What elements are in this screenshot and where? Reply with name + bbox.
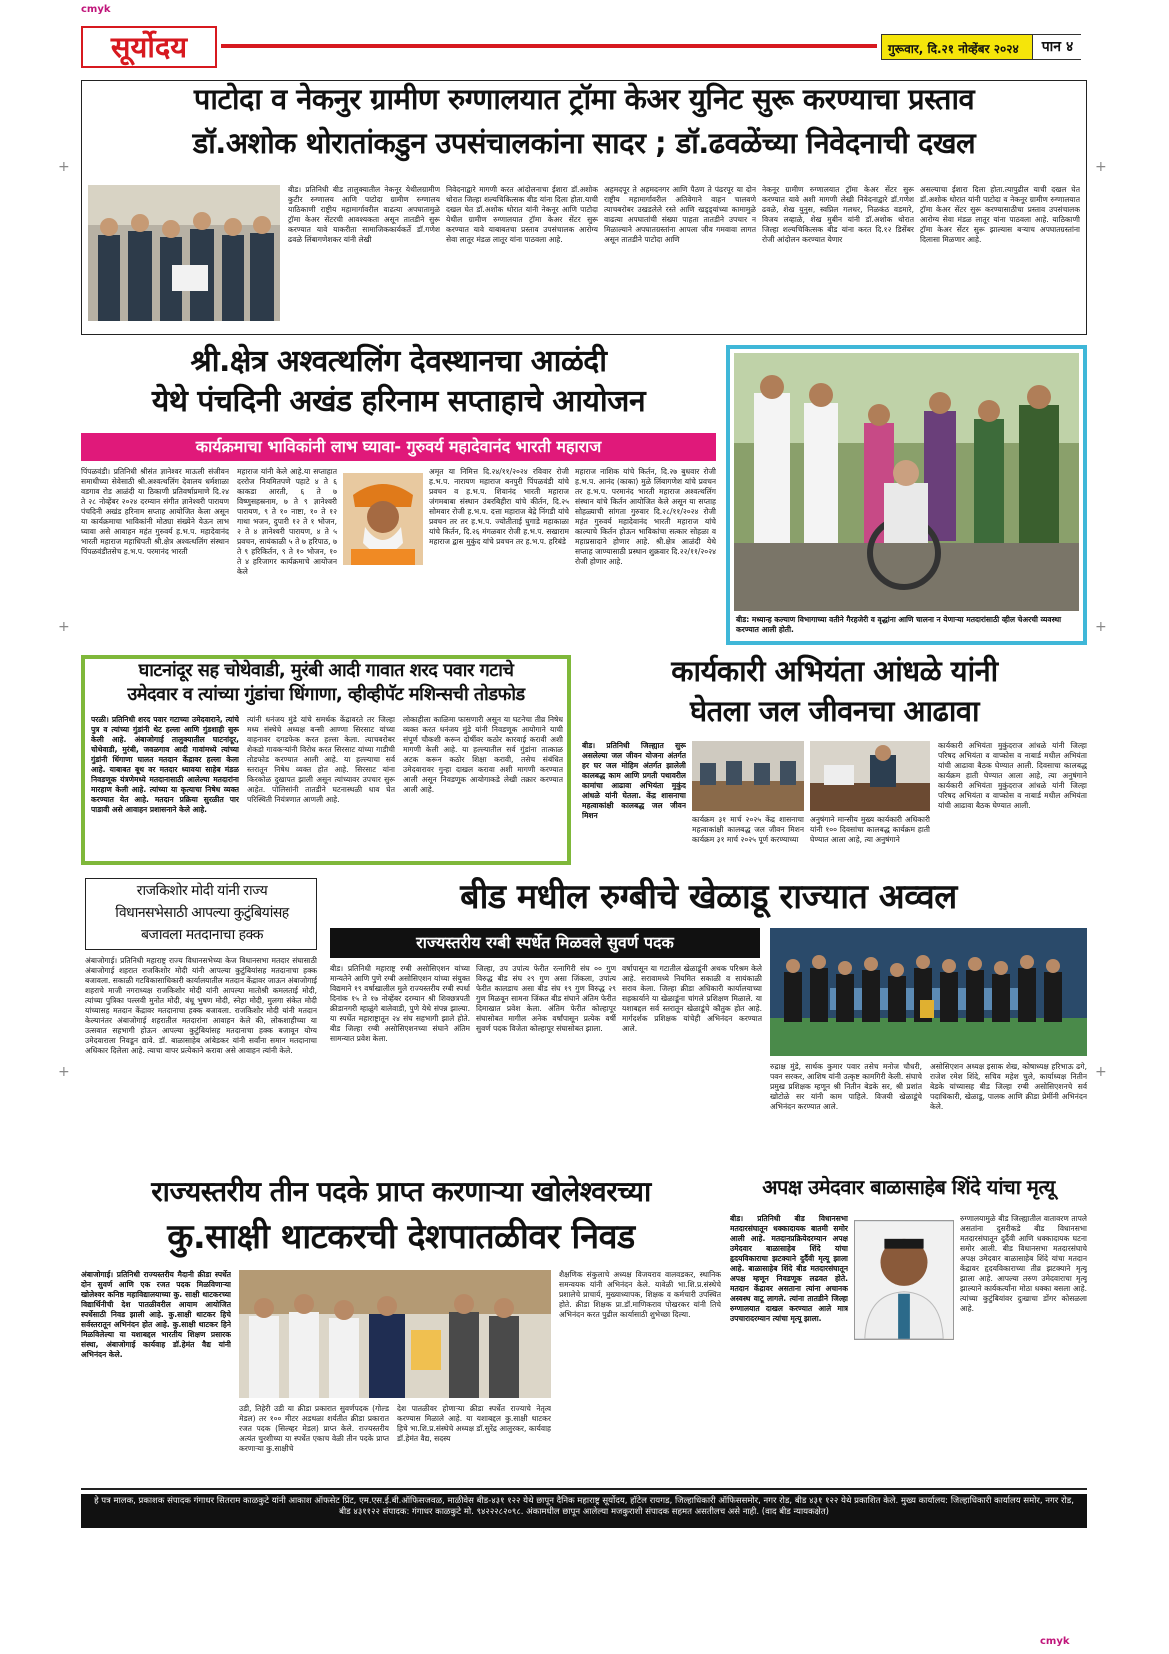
photo-rugby-team bbox=[770, 928, 1087, 1056]
story-column: अहमदपूर ते अहमदनगर आणि पैठण ते पंढरपूर या दोन राष्ट्रीय महामार्गावरील अतिवेगाने वाहन चालवणे त्याचबरोबर उखडलेले रस्ते आणि खड्ड्यांच्या कामामुळे वाढत्या अपघातांची संख्या पाहता तातडीने उपचार न मिळाल्याने अपघातग्रस्तांना आपला जीव गमवावा लागत असून तातडीने पाटोदा आणि bbox=[604, 185, 756, 244]
photo-image bbox=[734, 353, 1079, 611]
story-column: असल्याचा ईशारा दिला होता.त्यापुढील याची दखल घेत डॉ.अशोक थोरात यांनी पाटोदा व नेकनूर ग्रामीण रुग्णालयात ट्रॉमा केअर सेंटर सुरू करण्यासाठीचा प्रस्ताव उपसंचालक आरोग्य सेवा मंडळ लातूर यांना पाठवला आहे. याठिकाणी ट्रॉमा केअर सेंटर सुरू झाल्यास बऱ्याच अपघातग्रस्तांना दिलासा मिळणार आहे. bbox=[920, 185, 1080, 244]
headline: पाटोदा व नेकनुर ग्रामीण रुग्णालयात ट्रॉमा केअर युनिट सुरू करण्याचा प्रस्ताव bbox=[193, 82, 975, 116]
headline: उमेदवार व त्यांच्या गुंडांचा धिंगाणा, व्हीव्हीपॅट मशिन्सची तोडफोड bbox=[127, 684, 525, 705]
story-column: पिंपळवंडी। प्रतिनिधी श्रीसंत ज्ञानेश्वर माऊली संजीवन समाधीच्या सेवेसाठी श्री.अश्वत्थलिंग देवालय धर्मशाळा वडगाव रोड आळंदी या ठिकाणी प्रतिवर्षाप्रमाणे दि.२४ ते २८ नोव्हेंबर २०२४ दरम्यान संगीत ज्ञानेश्वरी पारायण पंचदिनी अखंड हरिनाम सप्ताह आयोजित केला असून या कार्यक्रमाचा भाविकांनी मोठ्या संख्येने येऊन लाभ घ्यावा असे आवाहन महंत गुरुवर्य ह.भ.प. महादेवानंद भारती महाराज महाधिपती श्री.क्षेत्र अश्वत्थलिंग संस्थान पिंपळवंडीतसेच ह.भ.प. परमानंद भारती bbox=[81, 467, 229, 556]
registration-mark: + bbox=[58, 159, 70, 175]
story-harinam-saptah bbox=[81, 345, 716, 645]
story-column: बीड। प्रतिनिधी बीड तालुक्यातील नेकनूर येथीलग्रामीण कुटीर रुग्णालय आणि पाटोदा ग्रामीण रुग्णालय याठिकाणी राष्ट्रीय महामार्गावरील वाढत्या अपघातामुळे ट्रॉमा केअर सेंटरची आवश्यकता असून तातडीने सुरू करण्यात यावे याकरीता सामाजिककार्यकर्ते डॉ.गणेश ढवळे लिंबागणेशकर यांनी लेखी bbox=[288, 185, 440, 244]
story-modi-vote bbox=[81, 878, 321, 1168]
story-column: परळी। प्रतिनिधी शरद पवार गटाच्या उमेदवाराने, त्यांचे पुत्र व त्यांच्या गुंडांनी थेट हल्ला आणि गुंडशाही सुरू केली आहे. अंबाजोगाई तालुक्यातील घाटनांदूर, चोथेवाडी, मुरंबी, जवळगाव आदी गावांमध्ये त्यांच्या गुंडांनी धिंगाणा घालत मतदान केंद्रावर हल्ला केला आहे. याबाबत बूथ वर मतदार ध्यावया साहेब मंडळ निवडणूक यंत्रणेमध्ये मतदानासाठी आलेल्या मतदारांना मारहाण केली आहे. त्यांच्या या कृत्याचा निषेध व्यक्त करण्यात येत आहे. मतदान प्रक्रिया सुरळीत पार पाडावी असे आवाहन प्रशासनाने केले आहे. bbox=[91, 715, 239, 814]
footer-rule bbox=[81, 1488, 1087, 1490]
story-column: महाराज नाशिक यांचे किर्तन, दि.२७ बुधवार रोजी ह.भ.प. आनंद (काका) मुळे लिंबागणेश यांचे प्रवचन तर ह.भ.प. परमानंद भारती महाराज अश्वत्थलिंग संस्थान यांचे किर्तन आयोजित केले असून या सप्ताह सोहळ्याची सांगता गुरुवार दि.२८/११/२०२४ रोजी महंत गुरुवर्य महादेवानंद भारती महाराज यांचे काल्याचे किर्तन होऊन भाविकांचा सत्कार सोहळा व महाप्रसादाने होणार आहे. श्री.क्षेत्र आळंदी येथे सप्ताह जाण्यासाठी प्रस्थान शुक्रवार दि.२२/११/२०२४ रोजी होणार आहे. bbox=[575, 467, 716, 566]
photo-felicitation bbox=[239, 1270, 551, 1398]
story-column: नेकनूर ग्रामीण रुग्णालयात ट्रॉमा केअर सेंटर सुरू करण्यात यावे अशी मागणी लेखी निवेदनाद्वारे डॉ.गणेश ढवळे, शेख युनुस, स्वप्निल गलधर, निळकंठ वडमारे, विजय लव्हाळे, शेख मुबीन यांनी डॉ.अशोक थोरात जिल्हा शल्यचिकित्सक बीड यांना करत दि.१२ डिसेंबर रोजी आंदोलन करण्यात येणार bbox=[762, 185, 914, 244]
headline-box bbox=[85, 878, 317, 950]
story-body: अंबाजोगाई। प्रतिनिधी महाराष्ट्र राज्य विधानसभेच्या केज विधानसभा मतदार संघासाठी अंबाजोगाई शहरात राजकिशोर मोदी यांनी आपल्या कुटुंबियांसह मतदानाचा हक्क बजावला. सकाळी गटविकासाधिकारी कार्यालयातील मतदान केंद्रावर जाऊन अंबाजोगाई शहराचे माजी नगराध्यक्ष राजकिशोर मोदी यांनी आपल्या मातोश्री कमलताई मोदी, त्यांच्या पुत्रिका पल्लवी मुनोत मोदी, बंधू भुषण मोदी, स्नेहा मोदी, मुलगा संकेत मोदी यांच्यासह मतदान केंद्रावर मतदानाचा हक्क बजावला. राजकिशोर मोदी यांनी मतदान केल्यानंतर अंबाजोगाई शहरातील मतदारांना आवाहन केले की, लोकशाहीच्या या उत्सवात सहभागी होऊन आपल्या कुटुंबियांसह मतदानाचा हक्क बजावून योग्य उमेदवाराला निवडून द्यावे. डॉ. बाळासाहेब आंबेडकर यांनी सर्वांना समान मतदानाचा अधिकार दिलेला आहे. त्याचा वापर प्रत्येकाने करावा असे आवाहन त्यांनी केले. bbox=[85, 956, 317, 1055]
photo-caption: बीड: मध्यान्ह कल्याण विभागाच्या वतीने गैरहजेरी व वृद्धांना आणि चालना न येणाऱ्या मतदारांसाठी व्हील चेअरची व्यवस्था करण्यात आली होती. bbox=[736, 615, 1062, 634]
story-column: बीड। प्रतिनिधी बीड विधानसभा मतदारसंघातून धक्कादायक बातमी समोर आली आहे. मतदानप्रक्रियेदरम्यान अपक्ष उमेदवार बाळासाहेब शिंदे यांचा हृदयविकाराचा झटक्याने दुर्दैवी मृत्यू झाला आहे. बाळासाहेब शिंदे बीड मतदारसंघातून अपक्ष म्हणून निवडणूक लढवत होते. मतदान केंद्रावर असताना त्यांना अचानक अस्वस्थ वाटू लागले. त्यांना तातडीने जिल्हा रुग्णालयात दाखल करण्यात आले मात्र उपचारादरम्यान त्यांचा मृत्यू झाला. bbox=[730, 1214, 848, 1323]
registration-mark: + bbox=[1095, 159, 1107, 175]
story-trauma-care bbox=[81, 80, 1087, 335]
headline: कार्यकारी अभियंता आंधळे यांनी bbox=[671, 654, 998, 688]
story-column: बीड। प्रतिनिधी जिल्ह्यात सुरू असलेल्या जल जीवन योजना अंतर्गत हर घर जल मोहिम अंतर्गत झालेली कालबद्ध काम आणि प्रगती पथावरील कामांचा आढावा अभियंता मुकुंद आंधळे यांनी घेतला. केंद्र शासनाचा महत्वाकांक्षी कालबद्ध जल जीवन मिशन bbox=[582, 741, 686, 820]
photo-officials-memorandum bbox=[88, 185, 280, 321]
story-column: अनुषंगाने मान्सीय मुख्य कार्यकारी अधिकारी यांनी १०० दिवसांचा कालबद्ध कार्यक्रम हाती घेण्यात आला आहे, त्या अनुषंगाने bbox=[810, 815, 930, 844]
headline: श्री.क्षेत्र अश्वत्थलिंग देवस्थानचा आळंदी bbox=[190, 344, 607, 379]
story-column: बीड। प्रतिनिधी महाराष्ट्र रग्बी असोसिएशन यांच्या मान्यतेने आणि पुणे रग्बी असोसिएशन यांच्या संयुक्त विद्यमाने १९ वर्षाखालील मुले राज्यस्तरीय रग्बी स्पर्धा दिनांक १५ ते १७ नोव्हेंबर दरम्यान श्री शिवछत्रपती क्रीडानगरी म्हाळुंगे बालेवाडी, पुणे येथे संपन्न झाल्या. या स्पर्धेत महाराष्ट्रातून २४ संघ सहभागी झाले होते. बीड जिल्हा रग्बी असोसिएशनच्या संघाने अंतिम सामन्यात प्रवेश केला. bbox=[330, 964, 470, 1043]
photo-candidate-portrait bbox=[854, 1220, 954, 1340]
photo-image bbox=[770, 928, 1087, 1056]
story-column: कार्यक्रम ३१ मार्च २०२५ केंद्र शासनाचा महत्वाकांक्षी कालबद्ध जल जीवन मिशन कार्यक्रम ३१ मार्च २०२५ पूर्ण करण्याच्या bbox=[692, 815, 804, 844]
headline: विधानसभेसाठी आपल्या कुटुंबियांसह bbox=[115, 905, 289, 921]
story-jal-jeevan bbox=[582, 655, 1087, 865]
headline: बजावला मतदानाचा हक्क bbox=[141, 927, 263, 943]
photo-image bbox=[88, 185, 280, 321]
photo-image bbox=[810, 741, 930, 811]
headline: घेतला जल जीवनचा आढावा bbox=[689, 694, 980, 728]
registration-mark: + bbox=[1095, 1064, 1107, 1080]
photo-image bbox=[343, 473, 423, 565]
headline: कु.साक्षी थाटकरची देशपातळीवर निवड bbox=[167, 1217, 635, 1257]
story-column: महाराज यांनी केले आहे.या सप्ताहात दररोज नियमितपणे पहाटे ४ ते ६ काकडा आरती, ६ ते ७ विष्णुसहस्रनाम, ७ ते ९ ज्ञानेश्वरी पारायण, ९ ते १० नाष्टा, १० ते १२ गाथा भजन, दुपारी १२ ते १ भोजन, २ ते ४ ज्ञानेश्वरी पारायण, ४ ते ५ प्रवचन, सायंकाळी ५ ते ७ हरिपाठ, ७ ते ९ हरिकिर्तन, ९ ते १० भोजन, १० ते ४ हरिजागर कार्यक्रमाचे आयोजन केले bbox=[237, 467, 337, 576]
headline: डॉ.अशोक थोरातांकडुन उपसंचालकांना सादर ; डॉ.ढवळेंच्या निवेदनाची दखल bbox=[192, 126, 976, 160]
photo-engineer-meeting bbox=[810, 741, 930, 811]
photo-box-wheelchair bbox=[726, 345, 1087, 645]
story-column: असोसिएशन अध्यक्ष इसाक शेख, कोषाध्यक्ष हरिभाऊ ढगे, राजेश रमेश शिंदे, सचिव महेश चुले, कार्याध्यक्ष नितीन बेडके यांच्यासह बीड जिल्हा रग्बी असोसिएशनचे सर्व पदाधिकारी, खेळाडू, पालक आणि क्रीडा प्रेमींनी अभिनंदन केले. bbox=[930, 1062, 1087, 1111]
masthead bbox=[81, 26, 1087, 68]
story-ghatnandur-violence bbox=[81, 655, 571, 865]
footer-imprint: हे पत्र मालक, प्रकाशक संपादक गंगाधर सितराम काळकुटे यांनी आकाश ऑफसेट प्रिंट, एम.एस.ई.बी.ऑफिसजवळ, माळीवेस बीड-४३१ १२२ येथे छापून दैनिक महाराष्ट्र सूर्योदय, हॉटेल रायगड, जिल्हाधिकारी ऑफिससमोर, नगर रोड, बीड ४३१ १२२ येथे प्रकाशित केले. मुख्य कार्यालय: जिल्हाधिकारी कार्यालय समोर, नगर रोड, बीड ४३११२२ संपादक: गंगाधर काळकुटे मो. ९४२२२८२०९८. अंकामधील छापून आलेल्या मजकुराशी संपादक सहमत असतीलच असे नाही. (वाद बीड न्यायकक्षेत) bbox=[81, 1494, 1087, 1528]
story-column: रुग्णालयामुळे बीड जिल्ह्यातील वातावरण तापले असतांना दुसरीकडे बीड विधानसभा मतदारसंघातून दुर्दैवी आणि धक्कादायक घटना समोर आली. बीड विधानसभा मतदारसंघाचे अपक्ष उमेदवार बाळासाहेब शिंदे यांचा मतदान केंद्रावर हृदयविकाराच्या तीव्र झटक्याने मृत्यू झाला आहे. आपल्या तरुण उमेदवाराचा मृत्यू झाल्याने कार्यकर्त्यांना मोठा धक्का बसला आहे. त्यांच्या कुटुंबियांवर दुःखाचा डोंगर कोसळला आहे. bbox=[960, 1214, 1087, 1313]
subheadline-band: कार्यक्रमाचा भाविकांनी लाभ घ्यावा- गुरुवर्य महादेवानंद भारती महाराज bbox=[81, 433, 716, 461]
story-rugby bbox=[330, 878, 1087, 1168]
date-box bbox=[881, 34, 1081, 60]
photo-maharaj-portrait bbox=[343, 473, 423, 565]
story-column: उडी, तिहेरी उडी या क्रीडा प्रकारात सुवर्णपदक (गोल्ड मेडल) तर १०० मीटर अडथळा शर्यतीत क्रीडा प्रकारात रजत पदक (सिल्व्हर मेडल) प्राप्त केले. राज्यस्तरीय अत्यंत चुरशीच्या या स्पर्धेत एकाच वेळी तीन पदके प्राप्त करणाऱ्या कु.साक्षीचे bbox=[239, 1404, 389, 1453]
story-balasaheb-shinde bbox=[730, 1176, 1087, 1481]
story-column: त्यांनी धनंजय मुंडे यांचे समर्थक केंद्रावरते तर जिल्हा मध्य संस्थेचे अध्यक्ष बन्सी आण्णा सिरसाट यांच्या वाहनावर दगडफेक करत हल्ला केला. त्याचबरोबर शेकडो गावकऱ्यांनी विरोध करत सिरसाट यांच्या गाडीची तोडफोड करण्यात आली आहे. या हल्ल्याचा सर्व स्तरातून निषेध व्यक्त होत आहे. सिरसाट यांना किरकोळ दुखापत झाली असून त्यांच्यावर उपचार सुरू आहेत. पोलिसांनी तातडीने घटनास्थळी धाव घेत परिस्थिती नियंत्रणात आणली आहे. bbox=[247, 715, 395, 804]
masthead-rule bbox=[221, 44, 877, 48]
masthead-logo-box bbox=[81, 26, 217, 68]
story-column: वर्षापासून या गटातील खेळाडूंनी अथक परिश्रम केले आहे. सरावामध्ये नियमित सकाळी व सायंकाळी सराव केला. जिल्हा क्रीडा अधिकारी कार्यालयाच्या सहकार्याने या खेळाडूंना चांगले प्रशिक्षण मिळाले. या यशाबद्दल सर्व स्तरातून खेळाडूंचे कौतुक होत आहे. मार्गदर्शक प्रशिक्षक यांचेही अभिनंदन करण्यात आले. bbox=[622, 964, 762, 1033]
story-column: शैक्षणिक संकुलाचे अध्यक्ष विजयराव वालवडकर, स्थानिक समन्वयक यांनी अभिनंदन केले. यावेळी भा.शि.प्र.संस्थेचे प्रशालेचे प्राचार्य, मुख्याध्यापक, शिक्षक व कर्मचारी उपस्थित होते. क्रीडा शिक्षक प्रा.डॉ.माणिकराव पोखरकर यांनी तिचे अभिनंदन करत पुढील कार्यासाठी शुभेच्छा दिल्या. bbox=[559, 1270, 721, 1319]
story-column: अंबाजोगाई। प्रतिनिधी राज्यस्तरीय मैदानी क्रीडा स्पर्धेत दोन सुवर्ण आणि एक रजत पदक मिळविणाऱ्या खोलेश्वर कनिष्ठ महाविद्यालयाच्या कु. साक्षी थाटकरच्या विद्यार्थिनीची देश पातळीवरील आयाम आयोजित स्पर्धेसाठी निवड झाली आहे. कु.साक्षी थाटकर हिचे सर्वस्तरातून अभिनंदन होत आहे. कु.साक्षी थाटकर हिने मिळविलेल्या या यशाबद्दल भारतीय शिक्षण प्रसारक संस्था, अंबाजोगाई कार्यवाह डॉ.हेमंत वैद्य यांनी अभिनंदन केले. bbox=[81, 1270, 231, 1359]
headline: राजकिशोर मोदी यांनी राज्य bbox=[136, 883, 268, 899]
photo-wheelchair-voter bbox=[734, 353, 1079, 611]
photo-image bbox=[239, 1270, 551, 1398]
photo-image bbox=[855, 1221, 953, 1339]
print-mark-top: cmyk bbox=[81, 4, 111, 15]
masthead-name: सूर्योदय bbox=[110, 30, 188, 64]
story-sakshi-thatkar bbox=[81, 1176, 721, 1481]
story-column: लोकाहीला काळिमा फासणारी असून या घटनेचा तीव्र निषेध व्यक्त करत धनंजय मुंडे यांनी निवडणूक आयोगाने याची संपूर्ण चौकशी करून दोषींवर कठोर कारवाई करावी अशी मागणी केली आहे. या हल्ल्यातील सर्व गुंडांना तात्काळ अटक करून कठोर शिक्षा करावी, तसेच संबंधित उमेदवारावर गुन्हा दाखल करावा अशी मागणी करण्यात आली असून निवडणूक आयोगाकडे लेखी तक्रार करण्यात आली आहे. bbox=[403, 715, 563, 794]
registration-mark: + bbox=[1095, 619, 1107, 635]
story-column: देश पातळीवर होणाऱ्या क्रीडा स्पर्धेत राज्याचे नेतृत्व करण्यास मिळाले आहे. या यशाबद्दल कु.साक्षी थाटकर हिचे भा.शि.प्र.संस्थेचे अध्यक्ष डॉ.सुरेंद्र आलुरकर, कार्यवाह डॉ.हेमंत वैद्य, सदस्य bbox=[397, 1404, 551, 1443]
story-column: निवेदनाद्वारे मागणी करत आंदोलनाचा ईशारा डॉ.अशोक थोरात जिल्हा शल्यचिकित्सक बीड यांना दिला होता.याची दखल घेत डॉ.अशोक थोरात यांनी नेकनूर आणि पाटोदा येथील ग्रामीण रुग्णालयात ट्रॉमा केअर सेंटर सुरू करण्यात यावे याबाबतचा प्रस्ताव उपसंचालक आरोग्य सेवा लातूर मंडळ लातूर यांना पाठवला आहे. bbox=[446, 185, 598, 244]
subheadline-band: राज्यस्तरीय रग्बी स्पर्धेत मिळवले सुवर्ण पदक bbox=[330, 928, 760, 958]
headline: बीड मधील रुग्बीचे खेळाडू राज्यात अव्वल bbox=[460, 877, 957, 917]
registration-mark: + bbox=[58, 619, 70, 635]
registration-mark: + bbox=[58, 1064, 70, 1080]
headline: राज्यस्तरीय तीन पदके प्राप्त करणाऱ्या खोलेश्वरच्या bbox=[151, 1175, 651, 1208]
headline: अपक्ष उमेदवार बाळासाहेब शिंदे यांचा मृत्यू bbox=[762, 1175, 1055, 1199]
story-column: अमृत या निमित्त दि.२४/११/२०२४ रविवार रोजी ह.भ.प. नारायण महाराज बनपुरी पिंपळवंडी यांचे प्रवचन व ह.भ.प. शिवानंद भारती महाराज जंगमबाबा संस्थान उंबरबिहीरा यांचे कीर्तन, दि.२५ सोमवार रोजी ह.भ.प. दत्ता महाराज बेद्रे निंगडी यांचे प्रवचन तर तर ह.भ.प. ज्योतीताई घुगाडे महाकाळा यांचे किर्तन, दि.२६ मंगळवार रोजी ह.भ.प. सखाराम महाराज द्वास मुकुंद यांचे प्रवचन तर ह.भ.प. हरिबंडे bbox=[429, 467, 569, 546]
story-column: रुद्राक्ष मुंडे, सार्थक कुमार पवार तसेच मनोज चौधरी, पवन सरकर, आशिष यांनी उत्कृष्ट कामगिरी केली. संघाचे प्रमुख प्रशिक्षक म्हणून श्री नितीन बेडके सर, श्री प्रशांत खोटोळे सर यांनी काम पाहिले. विजयी खेळाडूंचे अभिनंदन करण्यात आले. bbox=[770, 1062, 922, 1111]
print-mark-bottom: cmyk bbox=[1040, 1636, 1070, 1647]
photo-image bbox=[692, 741, 804, 811]
date-text: गुरूवार, दि.२१ नोव्हेंबर २०२४ bbox=[888, 42, 1019, 56]
page-number: पान ४ bbox=[1032, 35, 1082, 59]
headline: घाटनांदूर सह चोथेवाडी, मुरंबी आदी गावात शरद पवार गटाचे bbox=[138, 660, 514, 681]
story-column: कार्यकारी अभियंता मुकुंदराज आंधळे यांनी जिल्हा परिषद अभियंता व वाप्कोस व नाबार्ड मधील अभियंता यांची आढावा बैठक घेण्यात आली. दिवसाचा कालबद्ध कार्यक्रम हाती घेण्यात आला आहे, त्या अनुषंगाने कार्यकारी अभियंता मुकुंदराज आंधळे यांनी जिल्हा परिषद अभियंता व वाप्कोस व नाबार्ड मधील अभियंता यांची आढावा बैठक घेण्यात आली. bbox=[938, 741, 1087, 810]
headline: येथे पंचदिनी अखंड हरिनाम सप्ताहाचे आयोजन bbox=[151, 384, 646, 419]
photo-review-meeting bbox=[692, 741, 804, 811]
story-column: जिल्हा, उप उपांत्य फेरीत रत्नागिरी संघ ०० गुण विरुद्ध बीड संघ २९ गुण असा जिंकला, उपांत्य फेरीत कालडाच असा बीड संघ १९ गुण विरुद्ध २९ गुण मिळवून सामना जिंकत बीड संघाने अंतिम फेरीत दिमाखात प्रवेश केला. अंतिम फेरीत कोल्हापूर संघासोबत मागील अनेक वर्षांपासून प्रत्येक वर्षी सुवर्ण पदक विजेता कोल्हापूर संघासोबत झाला. bbox=[476, 964, 616, 1033]
